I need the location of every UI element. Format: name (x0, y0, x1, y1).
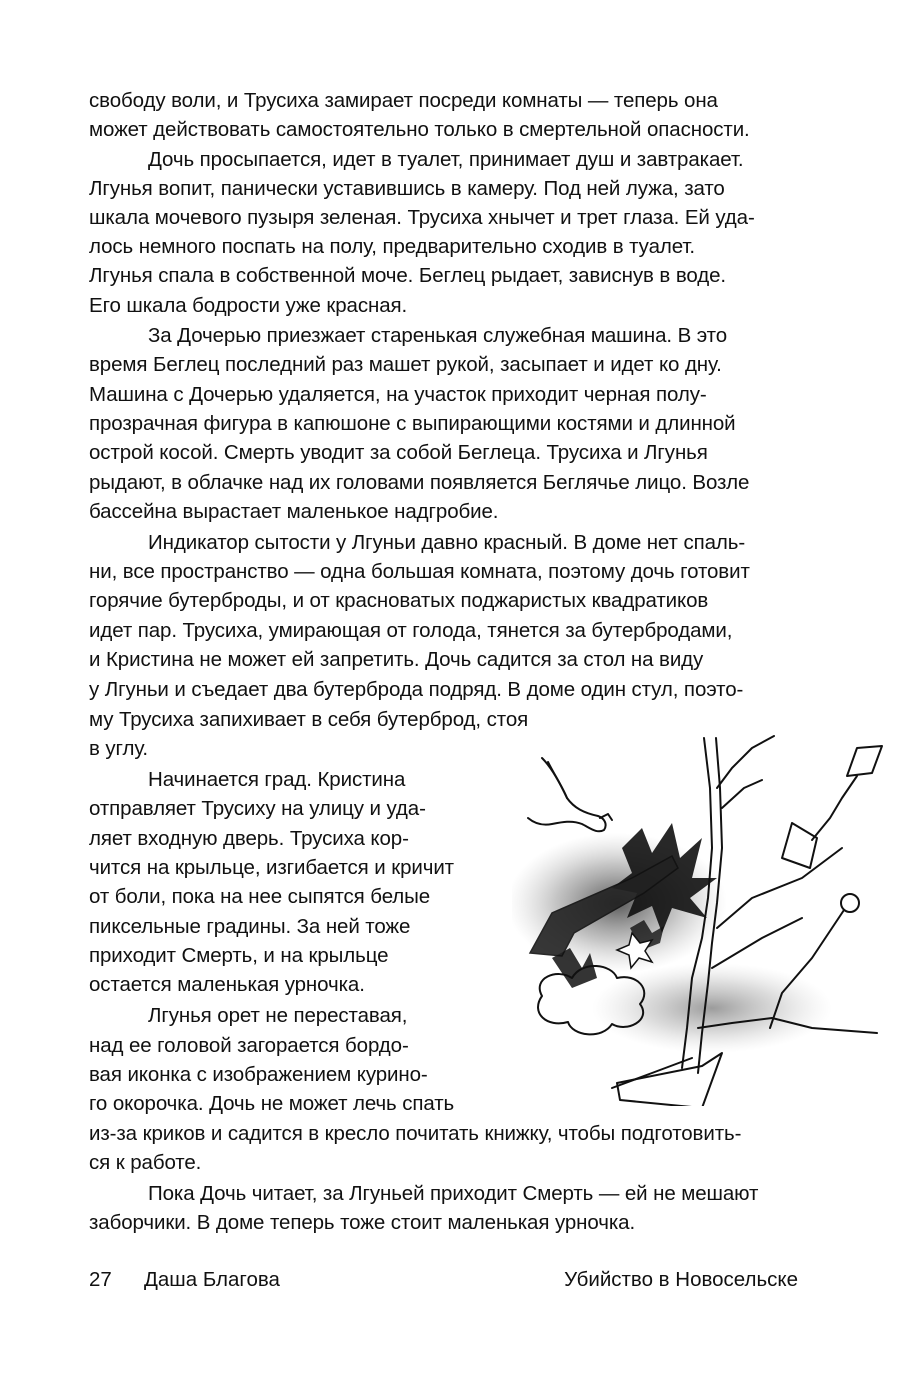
text-line: Лгунья орет не переставая, (148, 1004, 408, 1027)
text-line: ся к работе. (89, 1151, 202, 1174)
text-line: и Кристина не может ей запретить. Дочь садится за стол на виду (89, 648, 704, 671)
text-line: Дочь просыпается, идет в туалет, принимает душ и завтракает. (148, 148, 744, 171)
page-number: 27 (89, 1268, 112, 1291)
text-line: у Лгуньи и съедает два бутерброда подряд. В доме один стул, поэто- (89, 678, 744, 701)
text-line: идет пар. Трусиха, умирающая от голода, тянется за бутербродами, (89, 619, 733, 642)
text-line: шкала мочевого пузыря зеленая. Трусиха хнычет и трет глаза. Ей уда- (89, 206, 755, 229)
text-line: За Дочерью приезжает старенькая служебная машина. В это (148, 324, 728, 347)
text-line: прозрачная фигура в капюшоне с выпирающими костями и длинной (89, 412, 736, 435)
text-line: пиксельные градины. За ней тоже (89, 915, 411, 938)
text-line: свободу воли, и Трусиха замирает посреди комнаты — теперь она (89, 89, 718, 112)
text-line: го окорочка. Дочь не может лечь спать (89, 1092, 455, 1115)
text-line: рыдают, в облачке над их головами появляется Беглячье лицо. Возле (89, 471, 750, 494)
text-line: вая иконка с изображением курино- (89, 1063, 428, 1086)
author-name: Даша Благова (144, 1268, 280, 1291)
text-line: Индикатор сытости у Лгуньи давно красный. В доме нет спаль- (148, 531, 746, 554)
text-line: отправляет Трусиху на улицу и уда- (89, 797, 426, 820)
text-line: бассейна вырастает маленькое надгробие. (89, 500, 499, 523)
text-line: от боли, пока на нее сыпятся белые (89, 885, 431, 908)
text-line: ляет входную дверь. Трусиха кор- (89, 827, 409, 850)
text-line: заборчики. В доме теперь тоже стоит маленькая урночка. (89, 1211, 636, 1234)
book-title: Убийство в Новосельске (564, 1268, 798, 1291)
text-line: может действовать самостоятельно только в смертельной опасности. (89, 118, 750, 141)
text-line: Лгунья спала в собственной моче. Беглец рыдает, зависнув в воде. (89, 264, 726, 287)
text-line: Его шкала бодрости уже красная. (89, 294, 408, 317)
text-line: острой косой. Смерть уводит за собой Беглеца. Трусиха и Лгунья (89, 441, 708, 464)
text-line: приходит Смерть, и на крыльце (89, 944, 389, 967)
text-line: остается маленькая урночка. (89, 973, 365, 996)
text-line: в углу. (89, 737, 149, 760)
text-line: над ее головой загорается бордо- (89, 1034, 409, 1057)
text-line: ни, все пространство — одна большая комната, поэтому дочь готовит (89, 560, 750, 583)
text-line: горячие бутерброды, и от красноватых поджаристых квадратиков (89, 589, 709, 612)
text-line: Лгунья вопит, панически уставившись в камеру. Под ней лужа, зато (89, 177, 725, 200)
text-line: время Беглец последний раз машет рукой, засыпает и идет ко дну. (89, 353, 722, 376)
text-line: из-за криков и садится в кресло почитать книжку, чтобы подготовить- (89, 1122, 742, 1145)
text-line: лось немного поспать на полу, предварительно сходив в туалет. (89, 235, 695, 258)
text-line: Машина с Дочерью удаляется, на участок приходит черная полу- (89, 383, 707, 406)
ink-drawing-tree-bird-icon (512, 728, 887, 1106)
text-line: чится на крыльце, изгибается и кричит (89, 856, 454, 879)
text-line: му Трусиха запихивает в себя бутерброд, стоя (89, 708, 529, 731)
text-line: Начинается град. Кристина (148, 768, 406, 791)
text-line: Пока Дочь читает, за Лгуньей приходит Смерть — ей не мешают (148, 1182, 759, 1205)
